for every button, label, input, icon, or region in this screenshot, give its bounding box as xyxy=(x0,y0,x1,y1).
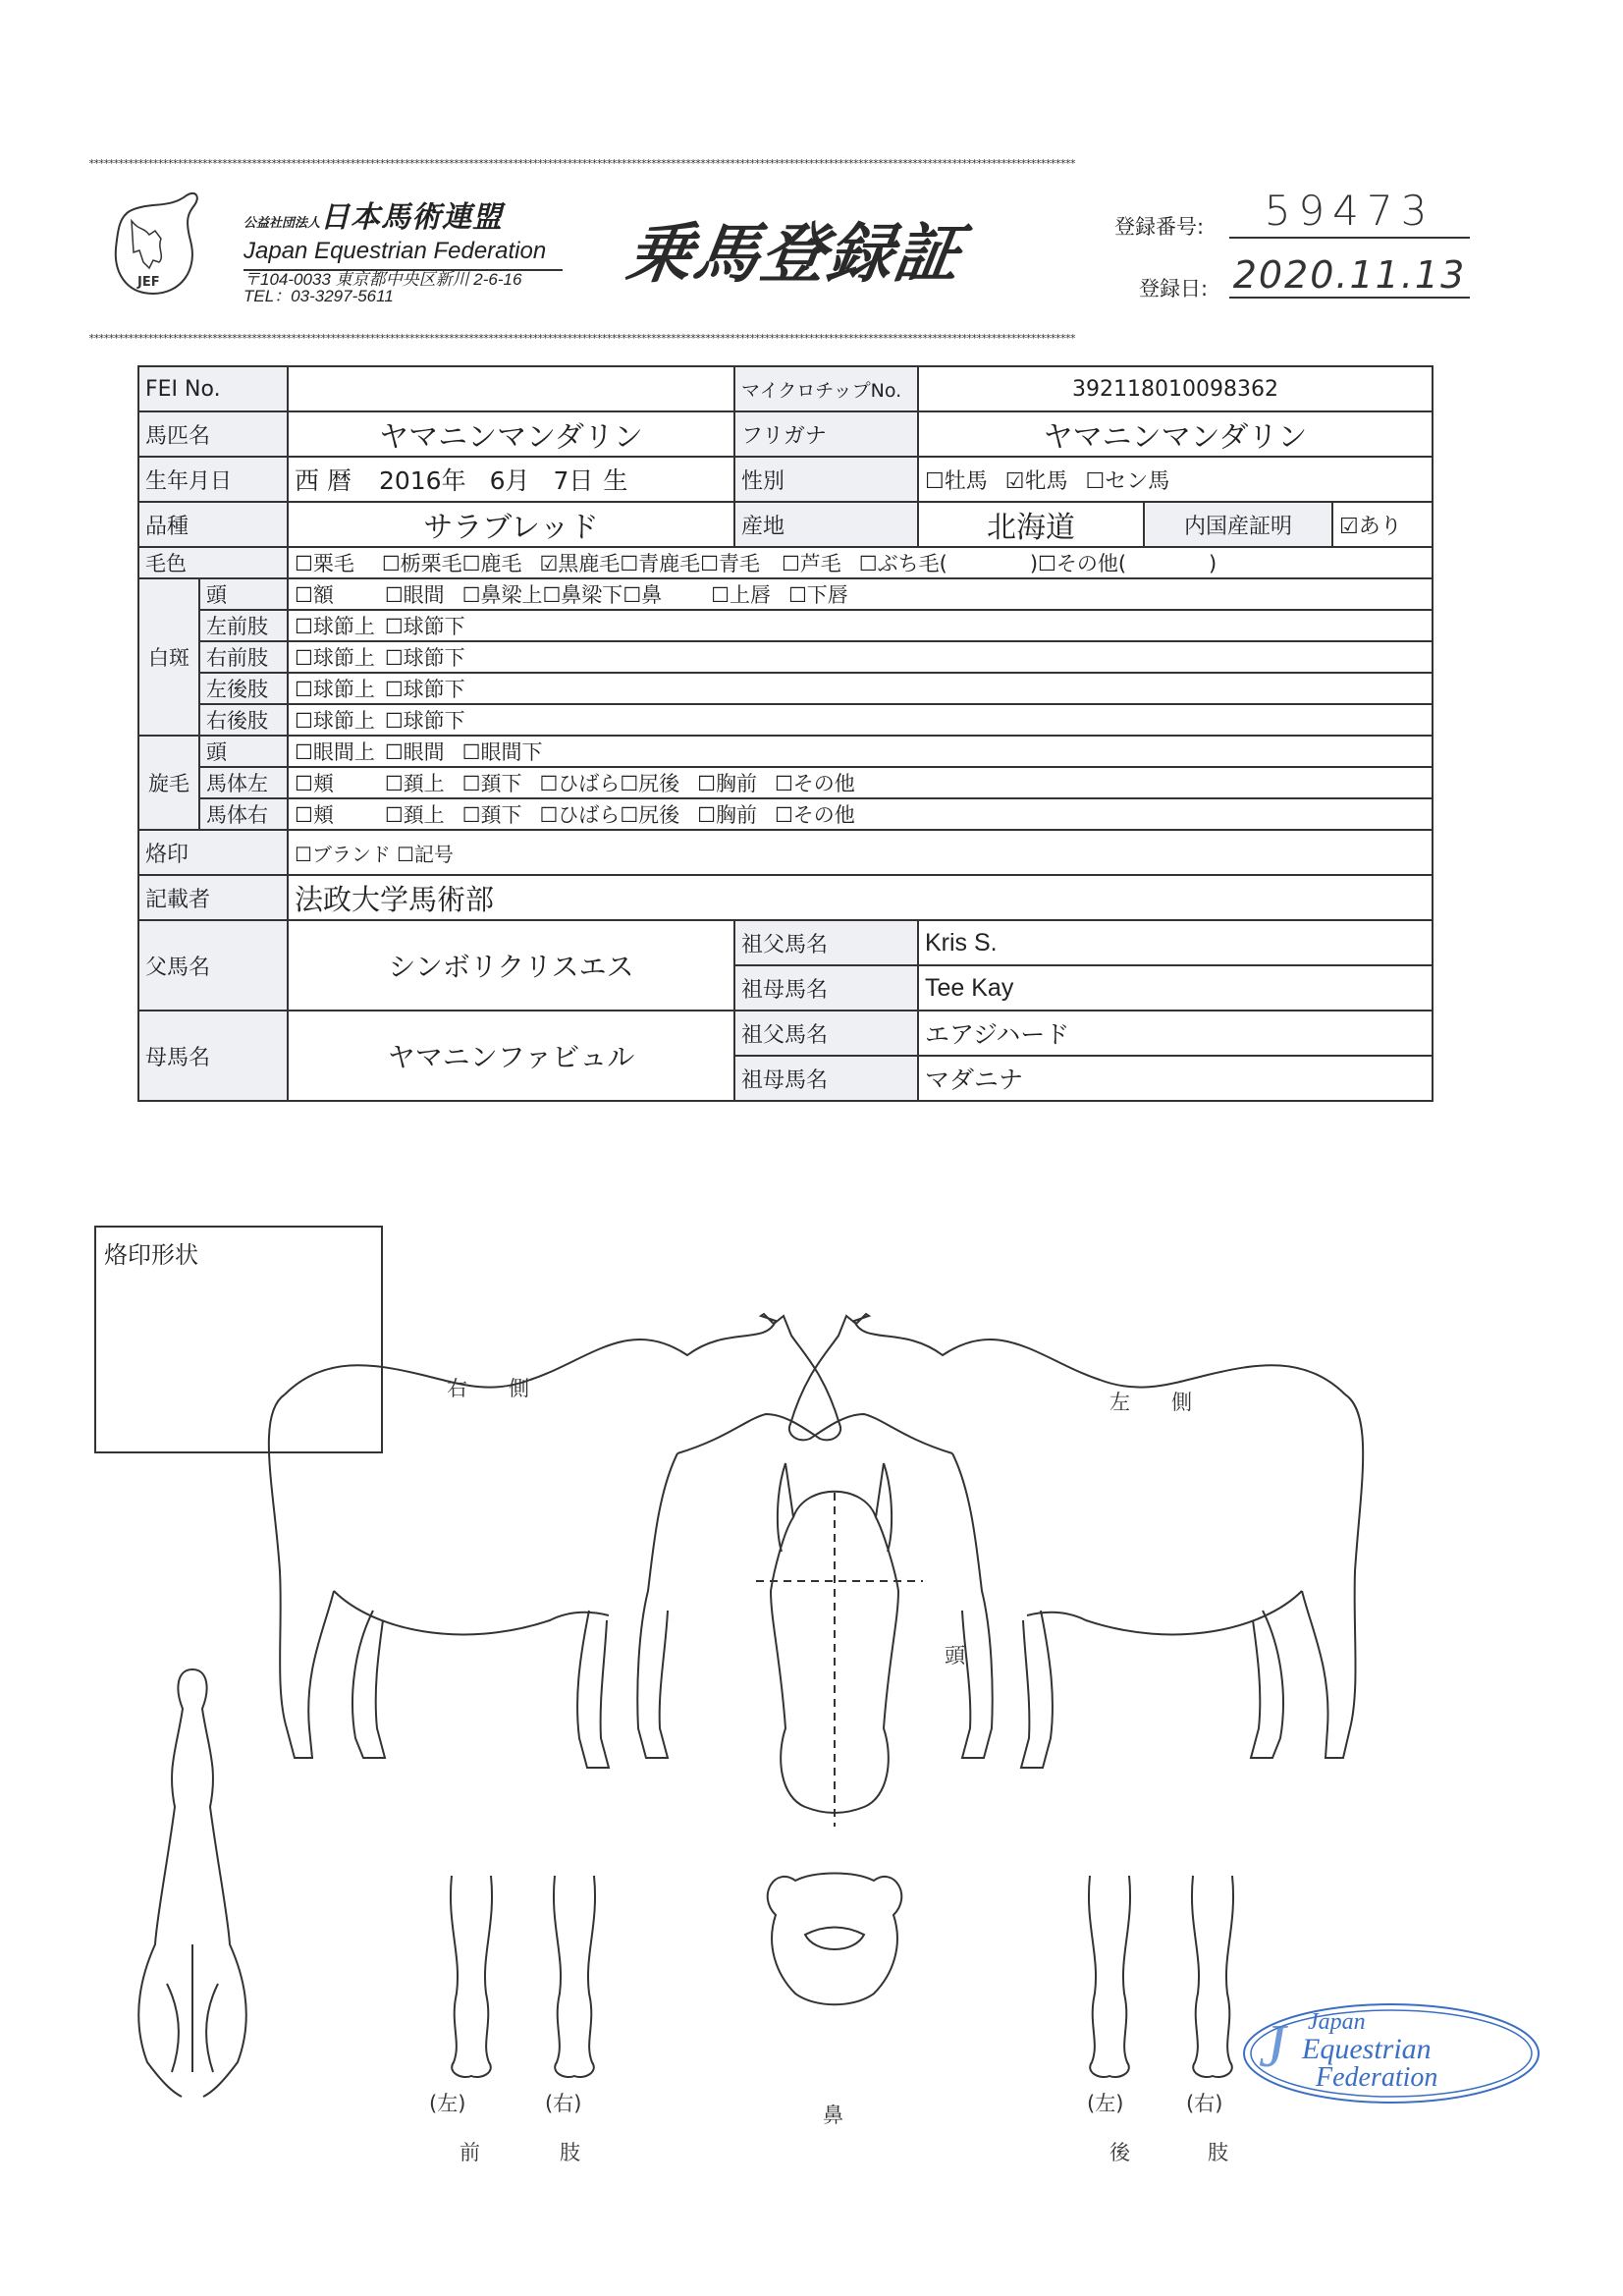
hindleg-left-label: (左) xyxy=(1087,2092,1124,2115)
whorl-right-chest[interactable]: ☐胸前 xyxy=(697,803,757,827)
birth-month: 6月 xyxy=(489,466,530,495)
whorl-right-other[interactable]: ☐その他 xyxy=(774,803,855,827)
dam-value: ヤマニンファビュル xyxy=(288,1011,734,1101)
sire-value: シンボリクリスエス xyxy=(288,920,734,1011)
dam-granddam-label: 祖母馬名 xyxy=(734,1056,918,1101)
nose-label: 鼻 xyxy=(823,2104,843,2127)
whorl-left-flank[interactable]: ☐ひばら xyxy=(539,772,621,795)
sex-option-mare[interactable]: ☑牝馬 xyxy=(1004,468,1068,494)
registration-date: 2020.11.13 xyxy=(1229,253,1470,299)
svg-text:Japan: Japan xyxy=(1308,2009,1366,2035)
horse-name-label: 馬匹名 xyxy=(138,411,288,457)
whorl-right-neck-lower[interactable]: ☐頚下 xyxy=(461,803,522,827)
brand-option-symbol[interactable]: ☐記号 xyxy=(396,842,454,866)
whorl-right-cheek[interactable]: ☐頬 xyxy=(295,803,334,827)
birth-year: 2016年 xyxy=(378,466,466,495)
sire-label: 父馬名 xyxy=(138,920,288,1011)
coat-option-chestnut[interactable]: ☐栗毛 xyxy=(295,552,354,575)
whorl-left-rump[interactable]: ☐尻後 xyxy=(620,772,680,795)
foreleg-label-2: 肢 xyxy=(560,2141,580,2164)
coat-option-other[interactable]: ☐その他( ) xyxy=(1038,552,1217,575)
svg-text:J: J xyxy=(1259,2013,1286,2080)
coat-option-dark-chestnut[interactable]: ☐栃栗毛 xyxy=(381,552,462,575)
birth-date-label: 生年月日 xyxy=(138,457,288,502)
white-rh-label: 右後肢 xyxy=(199,704,288,736)
recorder-label: 記載者 xyxy=(138,875,288,920)
org-type: 公益社団法人 xyxy=(243,216,321,231)
white-lh-label: 左後肢 xyxy=(199,673,288,704)
coat-option-black[interactable]: ☐青毛 xyxy=(700,552,760,575)
document-title: 乗馬登録証 xyxy=(622,216,967,292)
whorl-right-flank[interactable]: ☐ひばら xyxy=(539,803,621,827)
svg-text:Federation: Federation xyxy=(1316,2062,1438,2093)
org-address: 〒104-0033 東京都中央区新川 2-6-16 xyxy=(243,270,522,289)
white-lf-above-fetlock[interactable]: ☐球節上 xyxy=(295,615,375,638)
jef-seal-stamp-icon xyxy=(1239,1999,1543,2107)
dam-grandsire-label: 祖父馬名 xyxy=(734,1011,918,1056)
svg-text:Equestrian: Equestrian xyxy=(1302,2033,1432,2065)
whorl-left-cheek[interactable]: ☐頬 xyxy=(295,772,334,795)
hindleg-label-2: 肢 xyxy=(1208,2141,1228,2164)
origin-label: 産地 xyxy=(734,502,918,547)
right-side-label: 右 側 xyxy=(447,1377,529,1400)
org-name-ja: 日本馬術連盟 xyxy=(320,200,504,235)
white-head-between-eyes[interactable]: ☐眼間 xyxy=(384,583,445,607)
whorl-left-neck-lower[interactable]: ☐頚下 xyxy=(461,772,522,795)
coat-color-label: 毛色 xyxy=(138,547,288,578)
whorl-right-neck-upper[interactable]: ☐頚上 xyxy=(384,803,445,827)
fei-no-label: FEI No. xyxy=(138,366,288,411)
coat-option-brown[interactable]: ☐青鹿毛 xyxy=(620,552,701,575)
sire-grandsire-label: 祖父馬名 xyxy=(734,920,918,965)
recorder-value: 法政大学馬術部 xyxy=(288,875,1433,920)
sex-label: 性別 xyxy=(734,457,918,502)
sire-grandsire-value: Kris S. xyxy=(918,920,1433,965)
white-lf-label: 左前肢 xyxy=(199,610,288,641)
white-lf-below-fetlock[interactable]: ☐球節下 xyxy=(384,615,465,638)
domestic-cert-label: 内国産証明 xyxy=(1144,502,1332,547)
whorls-label: 旋毛 xyxy=(138,736,199,830)
foreleg-label-1: 前 xyxy=(460,2141,480,2164)
white-head-forehead[interactable]: ☐額 xyxy=(295,583,334,607)
microchip-label: マイクロチップNo. xyxy=(734,366,918,411)
whorl-head-below-eyes[interactable]: ☐眼間下 xyxy=(461,740,543,764)
dam-label: 母馬名 xyxy=(138,1011,288,1101)
coat-option-grey[interactable]: ☐芦毛 xyxy=(781,552,841,575)
whorl-head-between-eyes[interactable]: ☐眼間 xyxy=(384,740,445,764)
foreleg-right-label: (右) xyxy=(545,2092,582,2115)
foreleg-left-label: (左) xyxy=(429,2092,466,2115)
coat-option-dark-bay[interactable]: ☑黒鹿毛 xyxy=(539,552,621,575)
furigana-value: ヤマニンマンダリン xyxy=(918,411,1433,457)
white-head-label: 頭 xyxy=(199,578,288,610)
dam-granddam-value: マダニナ xyxy=(918,1056,1433,1101)
sire-granddam-label: 祖母馬名 xyxy=(734,965,918,1011)
whorl-head-label: 頭 xyxy=(199,736,288,767)
whorl-left-label: 馬体左 xyxy=(199,767,288,798)
white-markings-label: 白斑 xyxy=(138,578,199,736)
white-head-upper-bridge[interactable]: ☐鼻梁上 xyxy=(461,583,543,607)
left-side-label: 左 側 xyxy=(1109,1391,1192,1414)
furigana-label: フリガナ xyxy=(734,411,918,457)
dam-grandsire-value: エアジハード xyxy=(918,1011,1433,1056)
white-head-nose[interactable]: ☐鼻 xyxy=(622,583,663,607)
whorl-left-neck-upper[interactable]: ☐頚上 xyxy=(384,772,445,795)
hindleg-label-1: 後 xyxy=(1109,2141,1130,2164)
origin-value: 北海道 xyxy=(918,502,1144,547)
registration-number: 59473 xyxy=(1229,187,1470,239)
svg-text:JEF: JEF xyxy=(137,275,160,290)
breed-label: 品種 xyxy=(138,502,288,547)
sire-granddam-value: Tee Kay xyxy=(918,965,1433,1011)
whorl-left-chest[interactable]: ☐胸前 xyxy=(697,772,757,795)
bottom-divider: ******************************************************************************************************************************************************************************************************** xyxy=(88,332,1075,345)
white-rh-below-fetlock[interactable]: ☐球節下 xyxy=(384,709,465,733)
brand-shape-label: 烙印形状 xyxy=(104,1241,198,1269)
white-lh-below-fetlock[interactable]: ☐球節下 xyxy=(384,678,465,701)
whorl-left-other[interactable]: ☐その他 xyxy=(774,772,855,795)
birth-suffix: 生 xyxy=(603,466,628,495)
registration-date-label: 登録日: xyxy=(1139,277,1209,301)
white-rh-above-fetlock[interactable]: ☐球節上 xyxy=(295,709,375,733)
white-rf-above-fetlock[interactable]: ☐球節上 xyxy=(295,646,375,670)
white-rf-label: 右前肢 xyxy=(199,641,288,673)
top-divider: ******************************************************************************************************************************************************************************************************** xyxy=(88,157,1075,170)
domestic-cert-option[interactable]: ☑あり xyxy=(1332,502,1433,547)
sex-option-gelding[interactable]: ☐セン馬 xyxy=(1085,468,1170,494)
hindleg-right-label: (右) xyxy=(1186,2092,1223,2115)
head-label: 頭 xyxy=(945,1644,965,1667)
registration-number-label: 登録番号: xyxy=(1114,215,1205,239)
birth-day: 7日 xyxy=(553,466,594,495)
breed-value: サラブレッド xyxy=(288,502,734,547)
whorl-right-rump[interactable]: ☐尻後 xyxy=(620,803,680,827)
coat-option-pinto[interactable]: ☐ぶち毛( ) xyxy=(858,552,1039,575)
brand-label: 烙印 xyxy=(138,830,288,875)
brand-option-brand[interactable]: ☐ブランド xyxy=(295,842,391,866)
horse-name-value: ヤマニンマンダリン xyxy=(288,411,734,457)
whorl-head-above-eyes[interactable]: ☐眼間上 xyxy=(295,740,375,764)
white-head-lower-lip[interactable]: ☐下唇 xyxy=(787,583,848,607)
org-tel: TEL：03-3297-5611 xyxy=(243,287,394,305)
white-rf-below-fetlock[interactable]: ☐球節下 xyxy=(384,646,465,670)
birth-era: 西 暦 xyxy=(295,466,352,495)
sex-option-stallion[interactable]: ☐牡馬 xyxy=(925,468,988,494)
coat-option-bay[interactable]: ☐鹿毛 xyxy=(461,552,522,575)
org-name-en: Japan Equestrian Federation xyxy=(243,238,563,271)
microchip-value: 392118010098362 xyxy=(918,366,1433,411)
white-lh-above-fetlock[interactable]: ☐球節上 xyxy=(295,678,375,701)
white-head-lower-bridge[interactable]: ☐鼻梁下 xyxy=(542,583,623,607)
white-head-upper-lip[interactable]: ☐上唇 xyxy=(711,583,771,607)
whorl-right-label: 馬体右 xyxy=(199,798,288,830)
